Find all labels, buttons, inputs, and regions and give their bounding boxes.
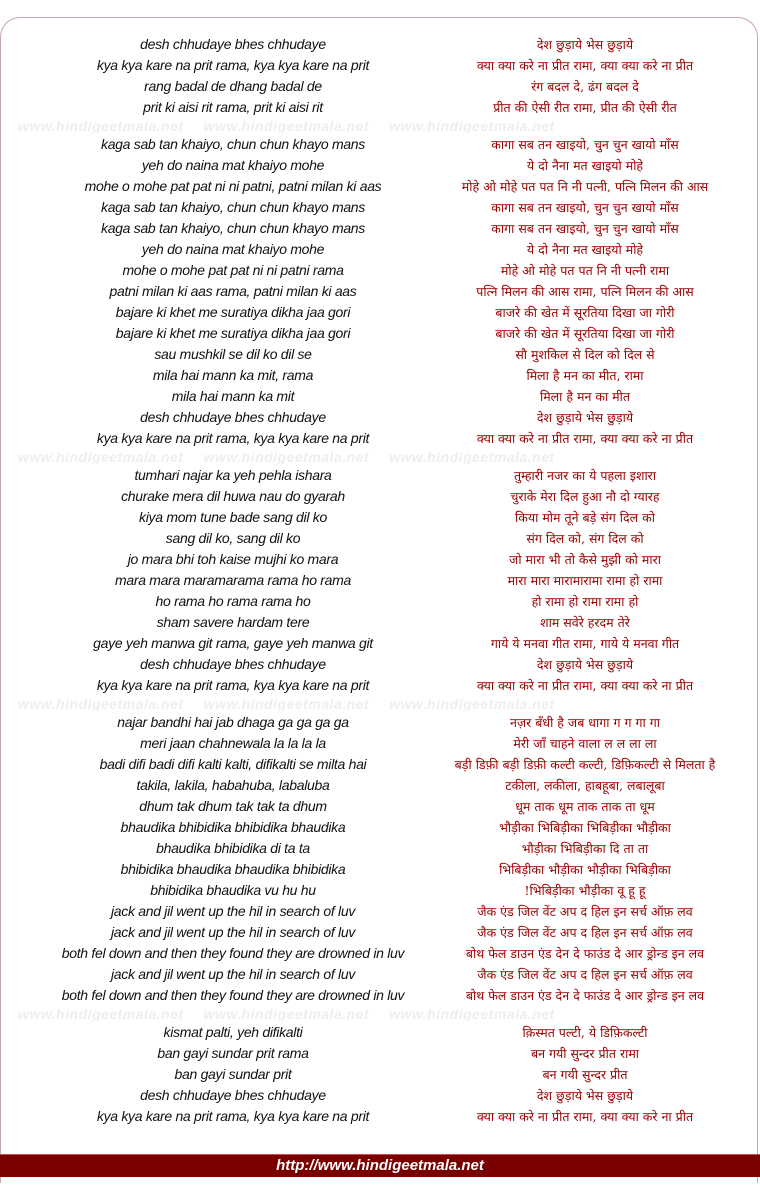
- watermark-text: www.hindigeetmala.net: [203, 697, 370, 711]
- lyric-line-english: bhibidika bhaudika bhaudika bhibidika: [120, 861, 346, 877]
- lyrics-hindi-column: [383, 34, 760, 1127]
- lyric-line-english: patni milan ki aas rama, patni milan ki aas: [109, 283, 357, 299]
- lyric-line-english: bhibidika bhaudika vu hu hu: [150, 882, 316, 898]
- lyric-line-hindi: कागा सब तन खाइयो, चुन चुन खायो माँस: [491, 200, 679, 215]
- lyric-line-hindi: देश छुड़ाये भेस छुड़ाये: [536, 657, 634, 672]
- lyric-line-english: ban gayi sundar prit: [174, 1066, 292, 1082]
- lyric-line-hindi: मेरी जाँ चाहने वाला ल ल ला ला: [513, 736, 657, 751]
- lyric-line-hindi: तुम्हारी नजर का ये पहला इशारा: [513, 468, 657, 483]
- watermark-text: www.hindigeetmala.net: [389, 119, 555, 133]
- lyric-line-english: kya kya kare na prit rama, kya kya kare na prit: [96, 1108, 370, 1124]
- watermark-text: www.hindigeetmala.net: [18, 450, 184, 464]
- lyric-line-english: desh chhudaye bhes chhudaye: [140, 36, 326, 52]
- lyric-line-english: jack and jil went up the hil in search of luv: [110, 966, 356, 982]
- lyric-line-english: bajare ki khet me suratiya dikha jaa gori: [115, 304, 351, 320]
- lyric-line-english: gaye yeh manwa git rama, gaye yeh manwa git: [93, 635, 373, 651]
- lyric-line-hindi: क्या क्या करे ना प्रीत रामा, क्या क्या करे ना प्रीत: [476, 678, 694, 693]
- lyric-line-english: kismat palti, yeh difikalti: [163, 1024, 303, 1040]
- lyric-line-english: kya kya kare na prit rama, kya kya kare na prit: [96, 57, 370, 73]
- lyric-line-hindi: बाजरे की खेत में सूरतिया दिखा जा गोरी: [495, 326, 675, 341]
- lyric-line-hindi: मिला है मन का मीत: [539, 389, 631, 404]
- lyric-line-english: jack and jil went up the hil in search of luv: [110, 903, 356, 919]
- lyric-line-hindi: पत्नि मिलन की आस रामा, पत्नि मिलन की आस: [476, 284, 694, 299]
- lyric-line-hindi: कागा सब तन खाइयो, चुन चुन खायो माँस: [491, 137, 679, 152]
- lyric-line-english: rang badal de dhang badal de: [144, 78, 322, 94]
- watermark-text: www.hindigeetmala.net: [389, 697, 555, 711]
- lyric-line-hindi: संग दिल को, संग दिल को: [526, 531, 644, 546]
- lyric-line-hindi: रंग बदल दे, ढंग बदल दे: [531, 79, 639, 94]
- lyric-line-english: both fel down and then they found they are drowned in luv: [61, 945, 405, 961]
- footer-bar: [0, 1154, 760, 1177]
- lyric-line-english: sau mushkil se dil ko dil se: [154, 346, 312, 362]
- stanza-gap: [383, 449, 760, 465]
- lyric-line-english: jo mara bhi toh kaise mujhi ko mara: [127, 551, 339, 567]
- lyric-line-hindi: हो रामा हो रामा रामा हो: [531, 594, 639, 609]
- lyric-line-english: najar bandhi hai jab dhaga ga ga ga ga: [117, 714, 349, 730]
- lyric-line-hindi: बन गयी सुन्दर प्रीत: [542, 1067, 628, 1082]
- lyric-line-hindi: देश छुड़ाये भेस छुड़ाये: [536, 37, 634, 52]
- lyric-line-hindi: भौड़ीका भिबिड़ीका दि ता ता: [521, 841, 649, 856]
- lyric-line-english: sham savere hardam tere: [156, 614, 310, 630]
- lyric-line-hindi: जैक एंड जिल वेंट अप द हिल इन सर्च ऑफ़ लव: [477, 967, 693, 982]
- lyric-line-english: ban gayi sundar prit rama: [157, 1045, 309, 1061]
- lyric-line-english: both fel down and then they found they are drowned in luv: [61, 987, 405, 1003]
- lyric-line-hindi: मिला है मन का मीत, रामा: [526, 368, 644, 383]
- lyric-line-hindi: नज़र बँधी है जब धागा ग ग गा गा: [509, 715, 661, 730]
- lyric-line-english: kiya mom tune bade sang dil ko: [139, 509, 327, 525]
- watermark-text: www.hindigeetmala.net: [389, 450, 555, 464]
- stanza-gap: [383, 118, 760, 134]
- lyric-line-hindi: प्रीत की ऐसी रीत रामा, प्रीत की ऐसी रीत: [493, 100, 677, 115]
- lyric-line-english: meri jaan chahnewala la la la la: [140, 735, 326, 751]
- lyric-line-hindi: कागा सब तन खाइयो, चुन चुन खायो माँस: [491, 221, 679, 236]
- lyric-line-hindi: धूम ताक धूम ताक ताक ता धूम: [515, 799, 655, 814]
- lyric-line-english: ho rama ho rama rama ho: [155, 593, 311, 609]
- lyric-line-hindi: क्या क्या करे ना प्रीत रामा, क्या क्या करे ना प्रीत: [476, 431, 694, 446]
- lyric-line-english: kya kya kare na prit rama, kya kya kare na prit: [96, 430, 370, 446]
- lyric-line-hindi: देश छुड़ाये भेस छुड़ाये: [536, 410, 634, 425]
- lyric-line-hindi: ये दो नैना मत खाइयो मोहे: [526, 158, 644, 173]
- watermark-text: www.hindigeetmala.net: [203, 119, 370, 133]
- lyric-line-english: kaga sab tan khaiyo, chun chun khayo mans: [101, 136, 365, 152]
- lyric-line-hindi: देश छुड़ाये भेस छुड़ाये: [536, 1088, 634, 1103]
- lyric-line-english: yeh do naina mat khaiyo mohe: [141, 157, 325, 173]
- lyric-line-hindi: ये दो नैना मत खाइयो मोहे: [526, 242, 644, 257]
- lyric-line-english: mara mara maramarama rama ho rama: [115, 572, 351, 588]
- lyric-line-english: mila hai mann ka mit: [171, 388, 295, 404]
- lyric-line-hindi: चुराके मेरा दिल हुआ नौ दो ग्यारह: [510, 489, 660, 504]
- lyric-line-hindi: मोहे ओ मोहे पत पत नि नी पत्नी रामा: [500, 263, 670, 278]
- watermark-text: www.hindigeetmala.net: [18, 119, 184, 133]
- lyric-line-hindi: सौ मुशकिल से दिल को दिल से: [515, 347, 655, 362]
- lyric-line-hindi: क्या क्या करे ना प्रीत रामा, क्या क्या करे ना प्रीत: [476, 1109, 694, 1124]
- lyric-line-hindi: मारा मारा मारामारामा रामा हो रामा: [507, 573, 663, 588]
- lyric-line-hindi: बाजरे की खेत में सूरतिया दिखा जा गोरी: [495, 305, 675, 320]
- stanza-gap: [383, 696, 760, 712]
- lyric-line-english: mila hai mann ka mit, rama: [152, 367, 314, 383]
- lyric-line-hindi: भौड़ीका भिबिड़ीका भिबिड़ीका भौड़ीका: [499, 820, 671, 835]
- lyric-line-hindi: बन गयी सुन्दर प्रीत रामा: [530, 1046, 640, 1061]
- lyric-line-english: mohe o mohe pat pat ni ni patni, patni milan ki aas: [84, 178, 382, 194]
- lyric-line-hindi: बड़ी डिफ़ी बड़ी डिफ़ी कल्टी कल्टी, डिफ़िकल्टी से मिलता है: [454, 757, 716, 772]
- lyric-line-english: dhum tak dhum tak tak ta dhum: [139, 798, 327, 814]
- lyric-line-english: kya kya kare na prit rama, kya kya kare na prit: [96, 677, 370, 693]
- lyric-line-english: bhaudika bhibidika di ta ta: [156, 840, 310, 856]
- lyric-line-english: tumhari najar ka yeh pehla ishara: [134, 467, 332, 483]
- lyric-line-english: kaga sab tan khaiyo, chun chun khayo mans: [101, 220, 365, 236]
- lyric-line-hindi: बोथ फेल डाउन एंड देन दे फाउंड दे आर ड्रोन्ड इन लव: [465, 946, 705, 961]
- lyric-line-english: desh chhudaye bhes chhudaye: [140, 409, 326, 425]
- lyric-line-english: desh chhudaye bhes chhudaye: [140, 1087, 326, 1103]
- lyric-line-english: jack and jil went up the hil in search of luv: [110, 924, 356, 940]
- watermark-text: www.hindigeetmala.net: [18, 697, 184, 711]
- lyric-line-english: badi difi badi difi kalti kalti, difikalti se milta hai: [99, 756, 367, 772]
- lyric-line-english: prit ki aisi rit rama, prit ki aisi rit: [143, 99, 323, 115]
- lyric-line-hindi: टकीला, लकीला, हाबहूबा, लबालूबा: [505, 778, 665, 793]
- lyric-line-hindi: क़िस्मत पल्टी, ये डिफ़िकल्टी: [522, 1025, 648, 1040]
- lyric-line-hindi: जैक एंड जिल वेंट अप द हिल इन सर्च ऑफ़ लव: [477, 925, 693, 940]
- lyric-line-hindi: शाम सवेरे हरदम तेरे: [540, 615, 630, 630]
- watermark-text: www.hindigeetmala.net: [389, 1007, 555, 1021]
- watermark-text: www.hindigeetmala.net: [203, 450, 370, 464]
- lyric-line-english: mohe o mohe pat pat ni ni patni rama: [122, 262, 344, 278]
- lyric-line-hindi: भिबिड़ीका भौड़ीका भौड़ीका भिबिड़ीका: [499, 862, 671, 877]
- lyric-line-english: kaga sab tan khaiyo, chun chun khayo mans: [101, 199, 365, 215]
- lyric-line-english: churake mera dil huwa nau do gyarah: [121, 488, 345, 504]
- footer-site-link[interactable]: http://www.hindigeetmala.net: [276, 1157, 484, 1174]
- lyric-line-hindi: मोहे ओ मोहे पत पत नि नी पत्नी, पत्नि मिलन की आस: [461, 179, 709, 194]
- lyric-line-english: bhaudika bhibidika bhibidika bhaudika: [120, 819, 346, 835]
- stanza-gap: [383, 1006, 760, 1022]
- lyric-line-english: takila, lakila, habahuba, labaluba: [136, 777, 330, 793]
- lyric-line-english: yeh do naina mat khaiyo mohe: [141, 241, 325, 257]
- lyric-line-english: desh chhudaye bhes chhudaye: [140, 656, 326, 672]
- watermark-text: www.hindigeetmala.net: [18, 1007, 184, 1021]
- lyric-line-hindi: जो मारा भी तो कैसे मुझी को मारा: [509, 552, 661, 567]
- lyric-line-hindi: !भिबिड़ीका भौड़ीका वू हू हू: [524, 883, 646, 898]
- lyric-line-hindi: गाये ये मनवा गीत रामा, गाये ये मनवा गीत: [490, 636, 680, 651]
- watermark-text: www.hindigeetmala.net: [203, 1007, 370, 1021]
- lyric-line-hindi: किया मोम तूने बड़े संग दिल को: [515, 510, 655, 525]
- lyric-line-hindi: जैक एंड जिल वेंट अप द हिल इन सर्च ऑफ़ लव: [477, 904, 693, 919]
- lyric-line-hindi: बोथ फेल डाउन एंड देन दे फाउंड दे आर ड्रोन्ड इन लव: [465, 988, 705, 1003]
- lyric-line-hindi: क्या क्या करे ना प्रीत रामा, क्या क्या करे ना प्रीत: [476, 58, 694, 73]
- lyric-line-english: sang dil ko, sang dil ko: [165, 530, 301, 546]
- lyric-line-english: bajare ki khet me suratiya dikha jaa gori: [115, 325, 351, 341]
